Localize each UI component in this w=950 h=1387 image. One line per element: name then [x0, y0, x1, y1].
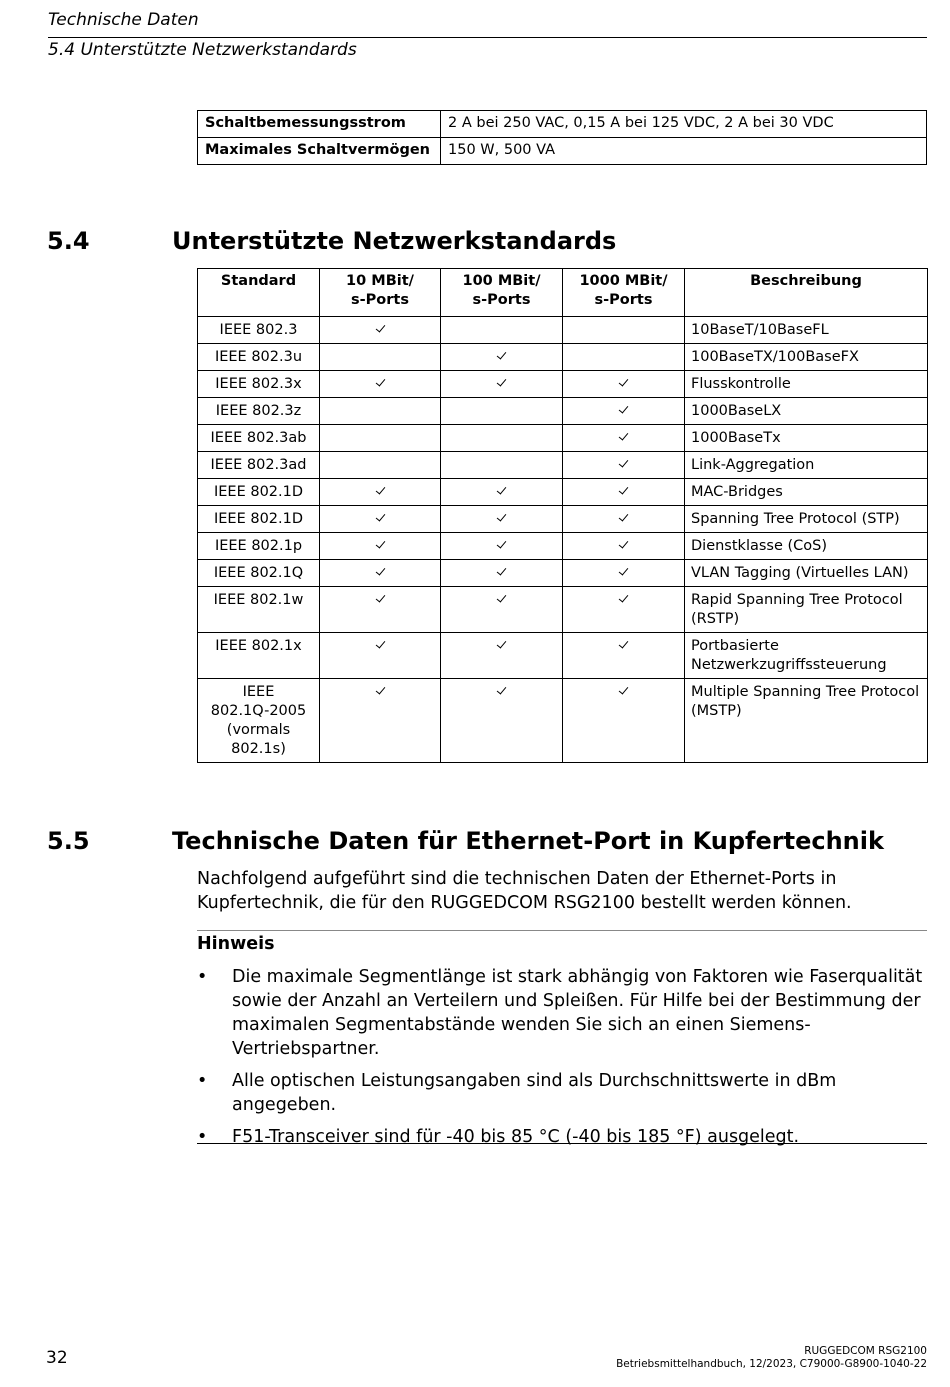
- port-support-cell: [563, 425, 685, 452]
- checkmark-icon: [375, 595, 386, 604]
- table-row: [198, 452, 928, 479]
- table-row: [198, 398, 928, 425]
- table-row: [198, 587, 928, 633]
- port-support-cell: [563, 679, 685, 763]
- note-bullet-list: [197, 965, 927, 1157]
- checkmark-icon: [375, 568, 386, 577]
- header-rule: [48, 37, 927, 38]
- spec-key: Schaltbemessungsstrom: [198, 111, 441, 138]
- description-cell: VLAN Tagging (Virtuelles LAN): [685, 560, 928, 587]
- table-row: [198, 560, 928, 587]
- checkmark-icon: [496, 352, 507, 361]
- description-cell: Spanning Tree Protocol (STP): [685, 506, 928, 533]
- port-support-cell: [563, 371, 685, 398]
- checkmark-icon: [375, 541, 386, 550]
- page-number: 32: [46, 1348, 68, 1368]
- port-support-cell: [441, 425, 563, 452]
- port-support-cell: [441, 344, 563, 371]
- running-header-chapter: Technische Daten: [48, 10, 199, 30]
- port-support-cell: [320, 506, 441, 533]
- port-support-cell: [320, 371, 441, 398]
- checkmark-icon: [496, 641, 507, 650]
- list-item: [197, 965, 927, 1061]
- description-cell: Rapid Spanning Tree Protocol (RSTP): [685, 587, 928, 633]
- standard-cell: IEEE 802.1p: [198, 533, 320, 560]
- bullet-icon: •: [197, 1071, 208, 1091]
- checkmark-icon: [496, 595, 507, 604]
- spec-row: [198, 138, 927, 165]
- intro-paragraph: Nachfolgend aufgeführt sind die technischen Daten der Ethernet-Ports in Kupfertechnik, die für den RUGGEDCOM RSG2100 bestellt werden können.: [197, 869, 852, 913]
- port-support-cell: [320, 398, 441, 425]
- port-support-cell: [563, 398, 685, 425]
- list-item: [197, 1069, 927, 1117]
- port-support-cell: [320, 587, 441, 633]
- port-support-cell: [441, 679, 563, 763]
- description-cell: Portbasierte Netzwerkzugriffssteuerung: [685, 633, 928, 679]
- checkmark-icon: [618, 595, 629, 604]
- checkmark-icon: [618, 568, 629, 577]
- port-support-cell: [320, 560, 441, 587]
- port-support-cell: [563, 633, 685, 679]
- port-support-cell: [320, 425, 441, 452]
- bullet-icon: •: [197, 1127, 208, 1147]
- description-cell: Flusskontrolle: [685, 371, 928, 398]
- section-number: 5.4: [47, 227, 90, 255]
- bullet-icon: •: [197, 967, 208, 987]
- port-support-cell: [441, 371, 563, 398]
- checkmark-icon: [496, 487, 507, 496]
- checkmark-icon: [496, 514, 507, 523]
- bullet-text: Die maximale Segmentlänge ist stark abhängig von Faktoren wie Faserqualität sowie der Anzahl an Verteilern und Spleißen. Für Hilfe bei der Bestimmung der maximalen Segmentabstände wenden Sie sich an einen Siemens-Vertriebspartner.: [232, 967, 923, 1059]
- port-support-cell: [563, 344, 685, 371]
- port-support-cell: [563, 587, 685, 633]
- description-cell: Dienstklasse (CoS): [685, 533, 928, 560]
- footer-doc-info: [616, 1345, 927, 1371]
- port-support-cell: [320, 452, 441, 479]
- port-support-cell: [320, 344, 441, 371]
- table-row: [198, 371, 928, 398]
- description-cell: Link-Aggregation: [685, 452, 928, 479]
- section-5-5-heading: [47, 826, 884, 856]
- checkmark-icon: [618, 379, 629, 388]
- table-row: [198, 679, 928, 763]
- port-support-cell: [441, 533, 563, 560]
- standard-cell: IEEE 802.1Q: [198, 560, 320, 587]
- section-title: Unterstützte Netzwerkstandards: [172, 227, 617, 255]
- port-support-cell: [320, 317, 441, 344]
- checkmark-icon: [496, 568, 507, 577]
- standard-cell: IEEE 802.3u: [198, 344, 320, 371]
- checkmark-icon: [375, 487, 386, 496]
- description-cell: MAC-Bridges: [685, 479, 928, 506]
- checkmark-icon: [618, 406, 629, 415]
- checkmark-icon: [618, 460, 629, 469]
- column-header: 10 MBit/ s-Ports: [320, 269, 441, 317]
- port-support-cell: [320, 679, 441, 763]
- port-support-cell: [563, 533, 685, 560]
- standard-cell: IEEE 802.3ad: [198, 452, 320, 479]
- standard-cell: IEEE 802.3ab: [198, 425, 320, 452]
- standard-cell: IEEE 802.3x: [198, 371, 320, 398]
- port-support-cell: [441, 398, 563, 425]
- table-row: [198, 506, 928, 533]
- standard-cell: IEEE 802.1x: [198, 633, 320, 679]
- checkmark-icon: [618, 514, 629, 523]
- port-support-cell: [563, 317, 685, 344]
- running-header-section: 5.4 Unterstützte Netzwerkstandards: [48, 40, 357, 60]
- standard-cell: IEEE 802.3z: [198, 398, 320, 425]
- checkmark-icon: [375, 514, 386, 523]
- standard-cell: IEEE 802.1w: [198, 587, 320, 633]
- port-support-cell: [441, 560, 563, 587]
- column-header: Beschreibung: [685, 269, 928, 317]
- port-support-cell: [441, 587, 563, 633]
- list-item: [197, 1125, 927, 1149]
- running-header: [48, 8, 927, 62]
- table-row: [198, 344, 928, 371]
- port-support-cell: [320, 633, 441, 679]
- spec-row: [198, 111, 927, 138]
- table-row: [198, 533, 928, 560]
- port-support-cell: [563, 479, 685, 506]
- bullet-text: Alle optischen Leistungsangaben sind als Durchschnittswerte in dBm angegeben.: [232, 1071, 837, 1115]
- checkmark-icon: [375, 379, 386, 388]
- port-support-cell: [441, 452, 563, 479]
- checkmark-icon: [618, 687, 629, 696]
- section-title: Technische Daten für Ethernet-Port in Kupfertechnik: [172, 827, 884, 855]
- footer-document: Betriebsmittelhandbuch, 12/2023, C79000-G8900-1040-22: [616, 1358, 927, 1370]
- checkmark-icon: [618, 487, 629, 496]
- table-row: [198, 633, 928, 679]
- checkmark-icon: [618, 433, 629, 442]
- column-header: Standard: [198, 269, 320, 317]
- port-support-cell: [441, 317, 563, 344]
- checkmark-icon: [375, 325, 386, 334]
- port-support-cell: [320, 479, 441, 506]
- standard-cell: IEEE 802.1D: [198, 506, 320, 533]
- table-row: [198, 479, 928, 506]
- spec-key: Maximales Schaltvermögen: [198, 138, 441, 165]
- table-header-row: [198, 269, 928, 317]
- footer-product: RUGGEDCOM RSG2100: [804, 1345, 927, 1357]
- checkmark-icon: [375, 687, 386, 696]
- spec-value: 2 A bei 250 VAC, 0,15 A bei 125 VDC, 2 A bei 30 VDC: [441, 111, 927, 138]
- checkmark-icon: [375, 641, 386, 650]
- checkmark-icon: [496, 379, 507, 388]
- checkmark-icon: [496, 541, 507, 550]
- description-cell: Multiple Spanning Tree Protocol (MSTP): [685, 679, 928, 763]
- column-header: 100 MBit/ s-Ports: [441, 269, 563, 317]
- checkmark-icon: [618, 541, 629, 550]
- standard-cell: IEEE 802.1D: [198, 479, 320, 506]
- standard-cell: IEEE 802.1Q-2005 (vormals 802.1s): [198, 679, 320, 763]
- description-cell: 100BaseTX/100BaseFX: [685, 344, 928, 371]
- section-number: 5.5: [47, 827, 90, 855]
- port-support-cell: [441, 633, 563, 679]
- spec-value: 150 W, 500 VA: [441, 138, 927, 165]
- standard-cell: IEEE 802.3: [198, 317, 320, 344]
- note-top-rule: [197, 930, 927, 931]
- table-row: [198, 425, 928, 452]
- relay-spec-table: [197, 110, 927, 165]
- note-title: Hinweis: [197, 934, 275, 954]
- checkmark-icon: [618, 641, 629, 650]
- description-cell: 10BaseT/10BaseFL: [685, 317, 928, 344]
- port-support-cell: [441, 506, 563, 533]
- checkmark-icon: [496, 687, 507, 696]
- port-support-cell: [441, 479, 563, 506]
- section-5-4-heading: [47, 226, 616, 256]
- port-support-cell: [320, 533, 441, 560]
- note-bottom-rule: [197, 1143, 927, 1144]
- table-row: [198, 317, 928, 344]
- column-header: 1000 MBit/ s-Ports: [563, 269, 685, 317]
- bullet-text: F51-Transceiver sind für -40 bis 85 °C (-40 bis 185 °F) ausgelegt.: [232, 1127, 800, 1147]
- port-support-cell: [563, 560, 685, 587]
- description-cell: 1000BaseTx: [685, 425, 928, 452]
- network-standards-table: [197, 268, 928, 763]
- description-cell: 1000BaseLX: [685, 398, 928, 425]
- port-support-cell: [563, 452, 685, 479]
- port-support-cell: [563, 506, 685, 533]
